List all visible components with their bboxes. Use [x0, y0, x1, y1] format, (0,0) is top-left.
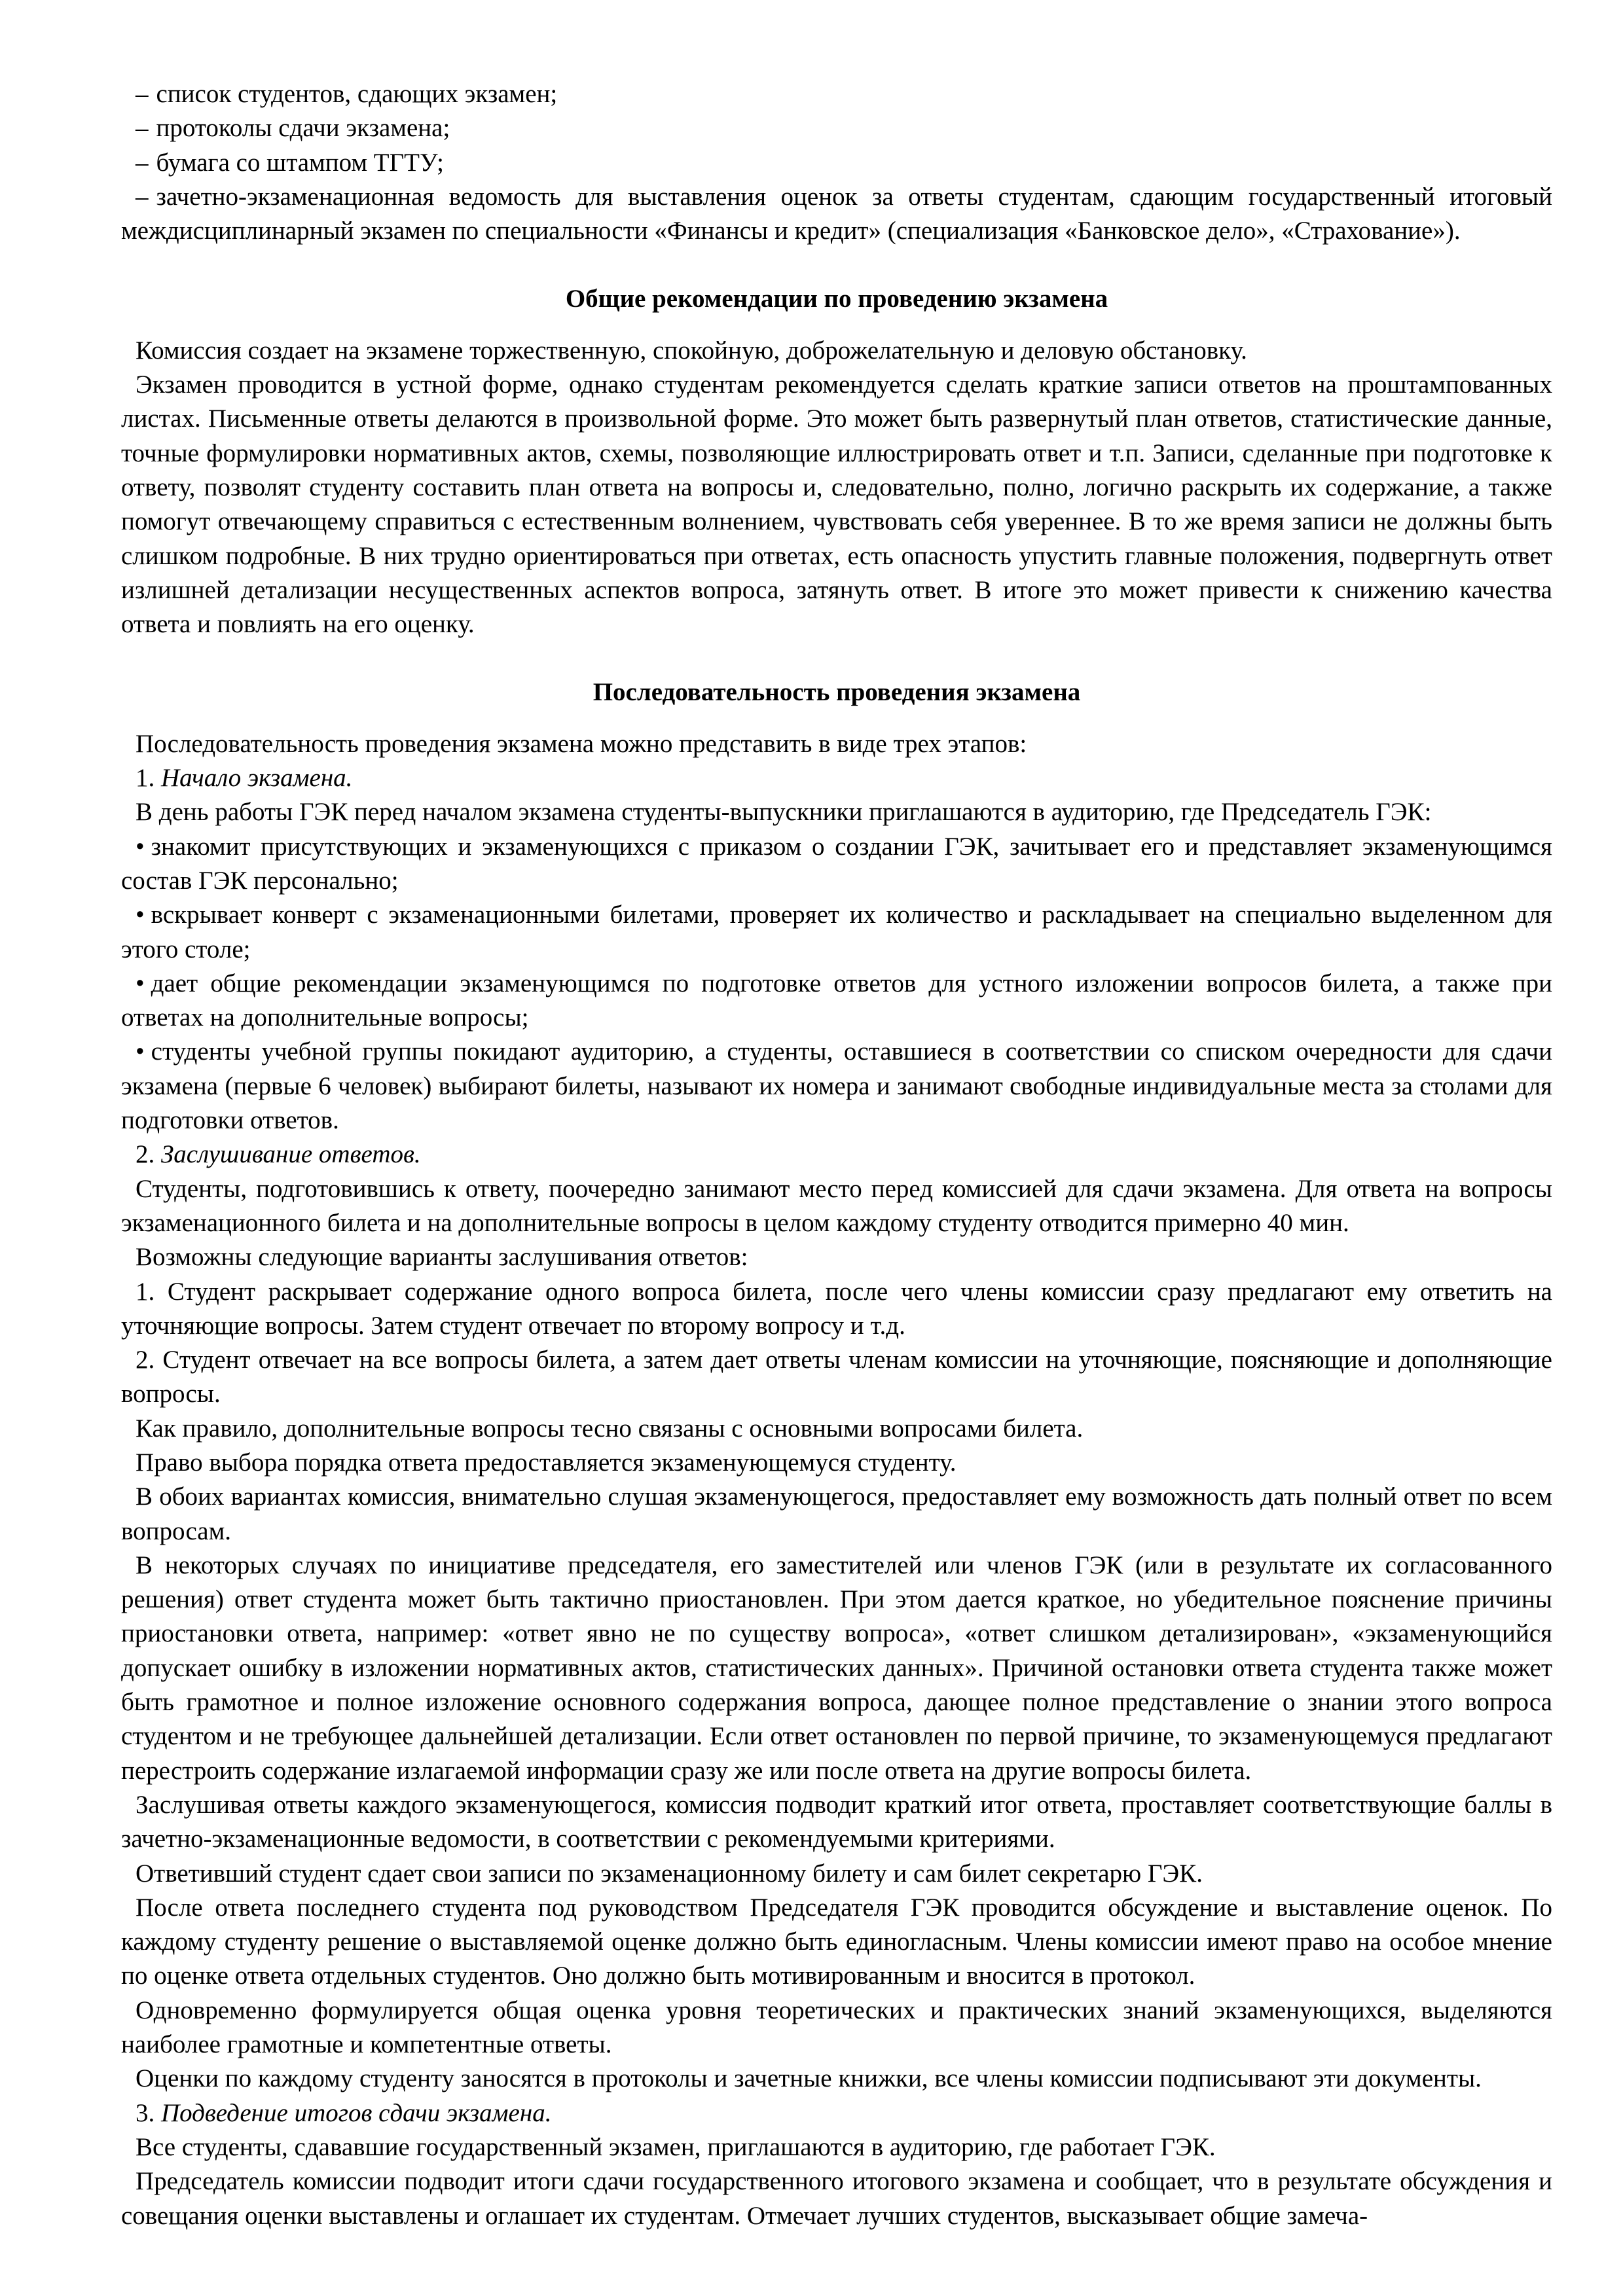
paragraph: Комиссия создает на экзамене торжественную, спокойную, доброжелательную и деловую обстановку.: [136, 336, 1247, 365]
paragraph: Одновременно формулируется общая оценка уровня теоретических и практических знаний экзаменующихся, выделяются наиболее грамотные и компетентные ответы.: [121, 1996, 1552, 2059]
paragraph: Председатель комиссии подводит итоги сдачи государственного итогового экзамена и сообщает, что в результате обсуждения и совещания оценки выставлены и оглашает их студентам. Отмечает лучших студентов, высказывает общие замеча-: [121, 2167, 1552, 2230]
list-item: – протоколы сдачи экзамена;: [136, 114, 450, 143]
stage-heading: 2. Заслушивание ответов.: [136, 1140, 421, 1169]
bullet-icon: •: [136, 969, 145, 997]
paragraph: 2. Студент отвечает на все вопросы билета, а затем дает ответы членам комиссии на уточняющие, поясняющие и дополняющие вопросы.: [121, 1346, 1552, 1408]
section-heading-sequence: Последовательность проведения экзамена: [593, 678, 1081, 707]
paragraph: Все студенты, сдававшие государственный экзамен, приглашаются в аудиторию, где работает ГЭК.: [136, 2132, 1216, 2161]
paragraph: Ответивший студент сдает свои записи по экзаменационному билету и сам билет секретарю ГЭК.: [136, 1859, 1203, 1888]
paragraph: Последовательность проведения экзамена можно представить в виде трех этапов:: [136, 729, 1027, 758]
stage-heading: 3. Подведение итогов сдачи экзамена.: [136, 2098, 552, 2127]
paragraph: В обоих вариантах комиссия, внимательно слушая экзаменующегося, предоставляет ему возможность дать полный ответ по всем вопросам.: [121, 1482, 1552, 1545]
bullet-item: • студенты учебной группы покидают аудиторию, а студенты, оставшиеся в соответствии со списком очередности для сдачи экзамена (первые 6 человек) выбирают билеты, называют их номера и занимают свободные индивидуальные места за столами для подготовки ответов.: [121, 1037, 1552, 1135]
bullet-icon: •: [136, 1037, 145, 1066]
paragraph: После ответа последнего студента под руководством Председателя ГЭК проводится обсуждение и выставление оценок. По каждому студенту решение о выставляемой оценке должно быть единогласным. Члены комиссии имеют право на особое мнение по оценке ответа отдельных студентов. Оно должно быть мотивированным и вносится в протокол.: [121, 1893, 1552, 1990]
bullet-item: • дает общие рекомендации экзаменующимся по подготовке ответов для устного изложении вопросов билета, а также при ответах на дополнительные вопросы;: [121, 969, 1552, 1032]
list-item: – бумага со штампом ТГТУ;: [136, 148, 444, 177]
section-heading-recommendations: Общие рекомендации по проведению экзамена: [565, 285, 1108, 314]
paragraph: В некоторых случаях по инициативе председателя, его заместителей или членов ГЭК (или в результате их согласованного решения) ответ студента может быть тактично приостановлен. При этом дается краткое, но убедительное пояснение причины приостановки ответа, например: «ответ явно не по существу вопроса», «ответ слишком детализирован», «экзаменующийся допускает ошибку в изложении нормативных актов, статистических данных». Причиной остановки ответа студента также может быть грамотное и полное изложение основного содержания вопроса, дающее полное представление о знании этого вопроса студентом и не требующее дальнейшей детализации. Если ответ остановлен по первой причине, то экзаменующемуся предлагают перестроить содержание излагаемой информации сразу же или после ответа на другие вопросы билета.: [121, 1551, 1552, 1785]
list-item: – зачетно-экзаменационная ведомость для выставления оценок за ответы студентам, сдающим государственный итоговый междисциплинарный экзамен по специальности «Финансы и кредит» (специализация «Банковское дело», «Страхование»).: [121, 182, 1552, 245]
list-item: – список студентов, сдающих экзамен;: [136, 80, 558, 108]
paragraph: Экзамен проводится в устной форме, однако студентам рекомендуется сделать краткие записи ответов на проштампованных листах. Письменные ответы делаются в произвольной форме. Это может быть развернутый план ответов, статистические данные, точные формулировки нормативных актов, схемы, позволяющие иллюстрировать ответ и т.п. Записи, сделанные при подготовке к ответу, позволят студенту составить план ответа на вопросы и, следовательно, полно, логично раскрыть их содержание, а также помогут отвечающему справиться с естественным волнением, чувствовать себя увереннее. В то же время записи не должны быть слишком подробные. В них трудно ориентироваться при ответах, есть опасность упустить главные положения, подвергнуть ответ излишней детализации несущественных аспектов вопроса, затянуть ответ. В итоге это может привести к снижению качества ответа и повлиять на его оценку.: [121, 370, 1552, 639]
stage-heading: 1. Начало экзамена.: [136, 764, 353, 793]
paragraph: В день работы ГЭК перед началом экзамена студенты-выпускники приглашаются в аудиторию, где Председатель ГЭК:: [136, 798, 1432, 827]
bullet-icon: •: [136, 832, 145, 861]
bullet-item: • вскрывает конверт с экзаменационными билетами, проверяет их количество и раскладывает на специально выделенном для этого столе;: [121, 901, 1552, 963]
bullet-icon: •: [136, 901, 145, 929]
paragraph: Возможны следующие варианты заслушивания ответов:: [136, 1243, 748, 1272]
paragraph: Студенты, подготовившись к ответу, поочередно занимают место перед комиссией для сдачи экзамена. Для ответа на вопросы экзаменационного билета и на дополнительные вопросы в целом каждому студенту отводится примерно 40 мин.: [121, 1174, 1552, 1237]
bullet-item: • знакомит присутствующих и экзаменующихся с приказом о создании ГЭК, зачитывает его и представляет экзаменующимся состав ГЭК персонально;: [121, 832, 1552, 895]
document-page: [121, 77, 1552, 2233]
paragraph: Оценки по каждому студенту заносятся в протоколы и зачетные книжки, все члены комиссии подписывают эти документы.: [136, 2064, 1482, 2093]
paragraph: 1. Студент раскрывает содержание одного вопроса билета, после чего члены комиссии сразу предлагают ему ответить на уточняющие вопросы. Затем студент отвечает по второму вопросу и т.д.: [121, 1277, 1552, 1340]
paragraph: Право выбора порядка ответа предоставляется экзаменующемуся студенту.: [136, 1448, 957, 1477]
paragraph: Как правило, дополнительные вопросы тесно связаны с основными вопросами билета.: [136, 1414, 1084, 1443]
paragraph: Заслушивая ответы каждого экзаменующегося, комиссия подводит краткий итог ответа, проставляет соответствующие баллы в зачетно-экзаменационные ведомости, в соответствии с рекомендуемыми критериями.: [121, 1790, 1552, 1854]
